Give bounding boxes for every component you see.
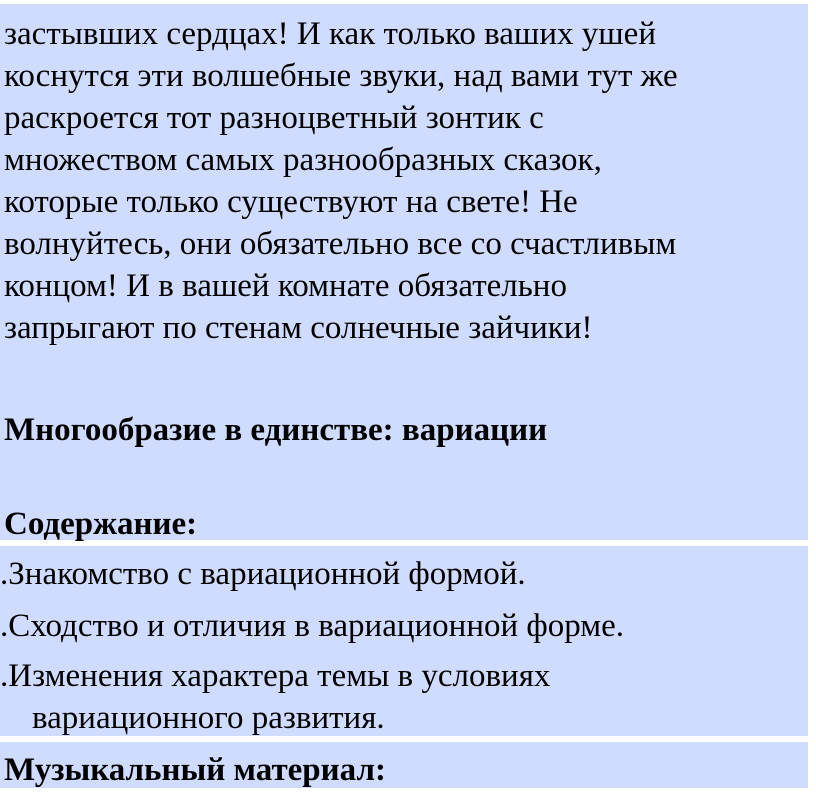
list-item [0,604,624,648]
music-heading: Музыкальный материал: [4,752,386,788]
content-list [0,546,808,736]
paragraph-line: которые только существуют на свете! Не [4,184,578,220]
paragraph-line: запрыгают по стенам солнечные зайчики! [4,310,593,346]
text-panel [0,4,808,540]
paragraph-line: волнуйтесь, они обязательно все со счастливым [4,226,677,262]
paragraph-line: концом! И в вашей комнате обязательно [4,268,567,304]
list-item [0,552,526,596]
list-marker: . [0,608,9,644]
list-item [0,654,550,698]
list-marker: . [0,658,9,694]
paragraph-line: раскроется тот разноцветный зонтик с [4,100,544,136]
list-item-text: Сходство и отличия в вариационной форме. [8,608,625,644]
topic-heading: Многообразие в единстве: вариации [4,412,548,448]
list-item-text: Знакомство с вариационной формой. [8,556,526,592]
paragraph-line: застывших сердцах! И как только ваших ушей [4,16,656,52]
paragraph-line: коснутся эти волшебные звуки, над вами тут же [4,58,678,94]
content-heading: Содержание: [4,506,198,542]
music-panel [0,742,808,788]
list-item-continuation: вариационного развития. [32,700,385,736]
paragraph-line: множеством самых разнообразных сказок, [4,142,602,178]
list-item-text: Изменения характера темы в условиях [8,658,551,694]
list-marker: . [0,556,9,592]
